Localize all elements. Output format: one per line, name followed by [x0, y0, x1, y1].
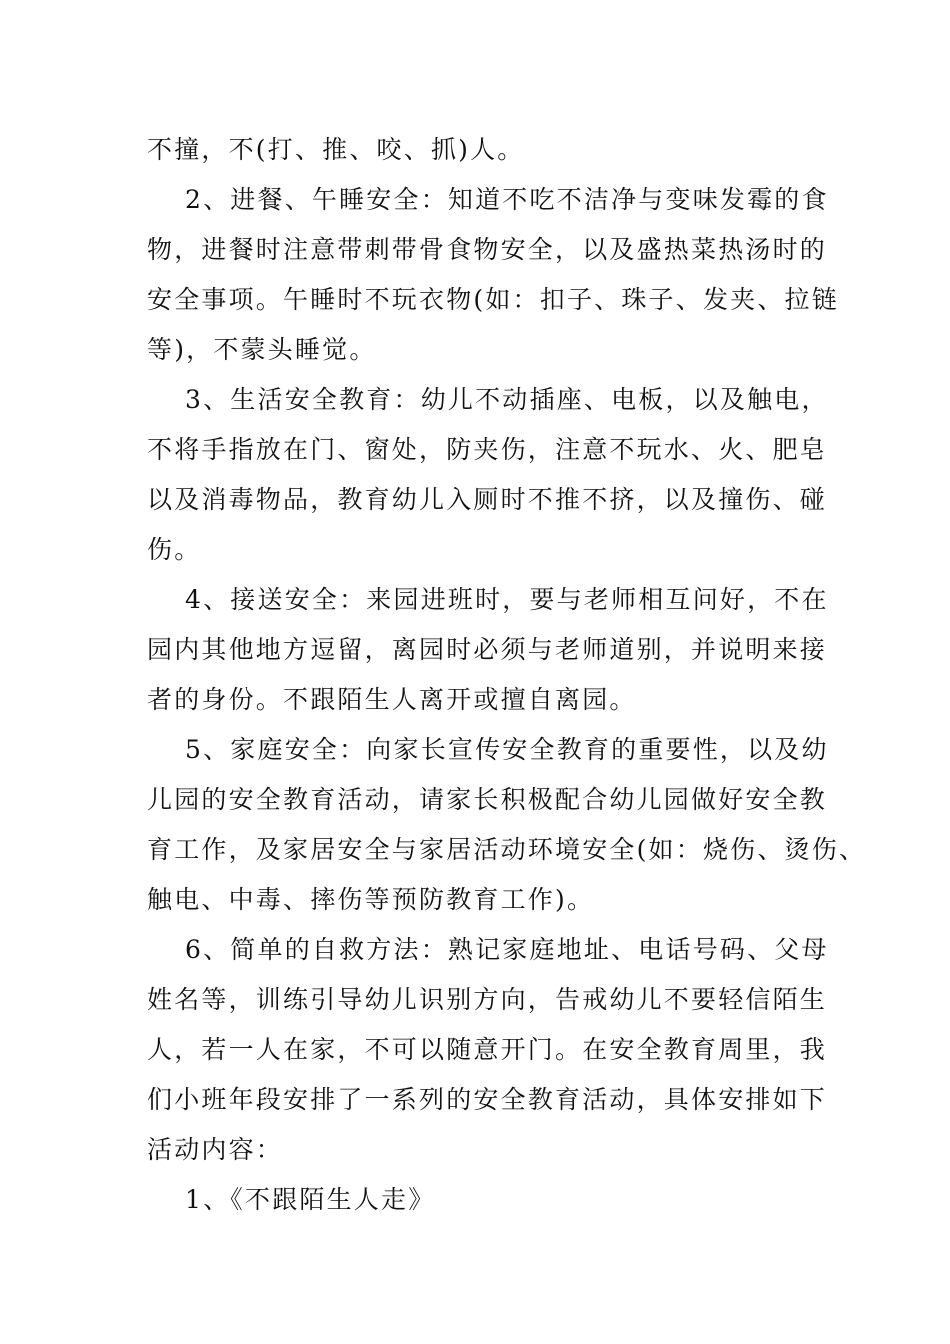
text-line: 安全事项。午睡时不玩衣物(如：扣子、珠子、发夹、拉链 — [147, 285, 839, 314]
text-line: 不将手指放在门、窗处，防夹伤，注意不玩水、火、肥皂 — [147, 435, 828, 464]
text-line: 者的身份。不跟陌生人离开或擅自离园。 — [147, 685, 637, 714]
text-line: 园内其他地方逗留，离园时必须与老师道别，并说明来接 — [147, 635, 828, 664]
text-line: 以及消毒物品，教育幼儿入厕时不推不挤，以及撞伤、碰 — [147, 485, 828, 514]
text-line: 活动内容： — [147, 1135, 284, 1164]
text-line: 不撞，不(打、推、咬、抓)人。 — [147, 135, 525, 164]
section-2-heading-line: 2、进餐、午睡安全：知道不吃不洁净与变味发霉的食 — [185, 185, 829, 214]
activity-item-line: 1、《不跟陌生人走》 — [185, 1185, 436, 1214]
section-3-heading-line: 3、生活安全教育：幼儿不动插座、电板，以及触电， — [185, 385, 829, 414]
section-5-heading-line: 5、家庭安全：向家长宣传安全教育的重要性，以及幼 — [185, 735, 829, 764]
text-line: 育工作，及家居安全与家居活动环境安全(如：烧伤、烫伤、 — [147, 835, 867, 864]
text-line: 们小班年段安排了一系列的安全教育活动，具体安排如下 — [147, 1085, 828, 1114]
text-line: 人，若一人在家，不可以随意开门。在安全教育周里，我 — [147, 1035, 828, 1064]
text-line: 触电、中毒、摔伤等预防教育工作)。 — [147, 885, 595, 914]
text-line: 等)，不蒙头睡觉。 — [147, 335, 377, 364]
text-line: 儿园的安全教育活动，请家长积极配合幼儿园做好安全教 — [147, 785, 828, 814]
text-line: 伤。 — [147, 535, 202, 564]
section-4-heading-line: 4、接送安全：来园进班时，要与老师相互问好，不在 — [185, 585, 829, 614]
section-6-heading-line: 6、简单的自救方法：熟记家庭地址、电话号码、父母 — [185, 935, 829, 964]
text-line: 姓名等，训练引导幼儿识别方向，告戒幼儿不要轻信陌生 — [147, 985, 828, 1014]
text-line: 物，进餐时注意带刺带骨食物安全，以及盛热菜热汤时的 — [147, 235, 828, 264]
